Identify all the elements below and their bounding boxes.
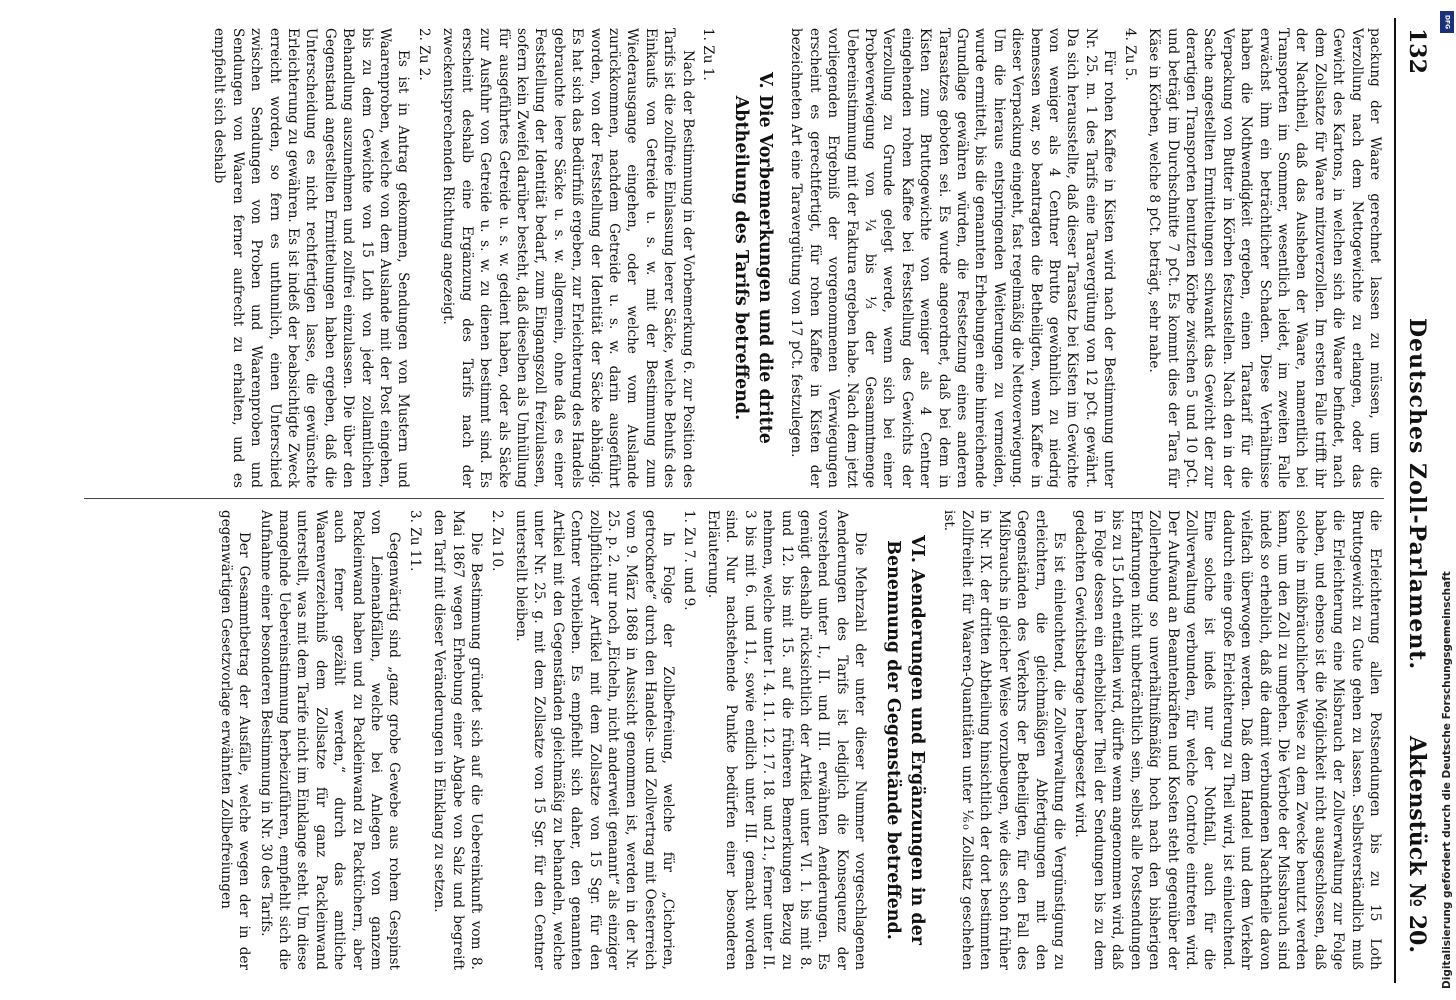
document-issue: Aktenstück № 20. (1404, 735, 1430, 953)
section-heading-v: V. Die Vorbemerkungen und die dritte Abtheilung des Tarifs betreffend. (731, 72, 775, 444)
column-divider (84, 498, 1384, 499)
paragraph: Der Gesammtbetrag der Ausfälle, welche wegen der in der gegenwärtigen Gesetzvorlage erwähnten Zollbefreiungen (217, 510, 253, 970)
digitization-credit: Digitalisierung gefördert durch die Deutsche Forschungsgemeinschaft (1441, 571, 1453, 989)
right-column (213, 510, 1384, 970)
scanned-page (64, 18, 1436, 983)
paragraph: Es ist in Antrag gekommen, Sendungen von Mustern und Waarenproben, welche von dem Auslande mit der Post eingehen, bis zu dem Gewichte von 15 Loth von jeder zollamtlichen Behandlung auszunehmen und zollfrei einzulassen. Die über den Gegenstand angestellten Ermittelungen haben ergeben, daß die Unterscheidung es nicht rechtfertigen lasse, die gewünschte Erleichterung zu gewähren. Es ist indeß der beabsichtigte Zweck erreicht worden, so fern es unthunlich, einen Unterschied zwischen Sendungen von Proben und Waarenproben und Sendungen von Waaren ferner aufrecht zu erhalten, und es empfiehlt sich deshalb (211, 28, 412, 488)
publication-title: Deutsches Zoll-Parlament. (1404, 318, 1430, 671)
paragraph: Die Mehrzahl der unter dieser Nummer vorgeschlagenen Aenderungen des Tarifs ist lediglich die Konsequenz der vorstehend unter I., II. und III. erwähnten Aenderungen. Es genügt deshalb rücksichtlich der Artikel unter VI. 1. bis mit 8. und 12. bis mit 15. auf die früheren Bemerkungen Bezug zu nehmen, welche unter I. 4. 11. 12. 17. 18. und 21., ferner unter II. 3 bis mit 6. und 11., sowie endlich unter III. gemacht worden sind. Nur nachstehende Punkte bedürfen einer besonderen Erläuterung. (705, 510, 869, 970)
item-label: 2. Zu 10. (488, 510, 505, 572)
paragraph: die Erleichterung allen Postsendungen bis zu 15 Loth Bruttogewicht zu Gute gehen zu lassen. Selbstverständlich muß die Erleichterung eine Misbrauch der Zollverwaltung zur Folge haben, und ebenso ist die Möglichkeit nicht ausgeschlossen, daß solche in mißbräuchlicher Weise zu dem Zwecke benutzt werden kann, um den Zoll zu umgehen. Die Verbote der Missbrauch sind indeß so erheblich, daß die damit verbundenen Nachtheile davon vielfach überwogen werden. Daß dem Handel und dem Verkehr dadurch eine große Erleichterung zu Theil wird, ist einleuchtend. Eine solche ist indeß nur der Nothfall, auch für die Zollverwaltung verbunden, für welche Controle eintreten wird. Der Aufwand an Beamtenkräften und Kosten steht gegenüber der Zollerhebung so unverhältnißmäßig hoch nach den bisherigen Erfahrungen nicht unbeträchtlich sein, selbst alle Postsendungen bis zu 15 Loth entfallen wird, dürfte wenn angenommen wird, daß in Folge dessen ein erheblicher Theil der Sendungen bis zu dem gedachten Gewichtsbetrage herabgesetzt wird. (1072, 510, 1383, 970)
section-heading-vi: VI. Aenderungen und Ergänzungen in der Benennung der Gegenstände betreffend. (883, 535, 928, 945)
item-label: 1. Zu 7. und 9. (680, 510, 697, 611)
item-label: 3. Zu 11. (406, 510, 423, 572)
digitization-sidebar (1438, 11, 1456, 989)
paragraph: Es ist einleuchtend, die Zollverwaltung die Vergünstigung zu erleichtern, die gleichmäßigen Abfertigungen mit den Gegenständen des Verkehrs der Betheiligten, für den Fall des Mißbrauchs in gleicher Weise vorzubeugen, wie dies schon früher in Nr. IX. der dritten Abtheilung hinsichtlich der dort bestimmten Zollfreiheit für Waaren-Quantitäten unter ⅙₀ Zollsatz geschehen ist. (940, 510, 1068, 970)
paragraph: Gegenwärtig sind „ganz grobe Gewebe aus rohem Gespinst von Leinenabfällen, welche bei Anlegen von ganzem Packleinwand haben und zu Packleinwand zu Packtüchern, aber auch ferner gezählt werden,“ durch das amtliche Waarenverzeichniß dem Zollsatze für ganz Packleinwand unterstellt, was mit dem Tarife nicht im Einklange steht. Um diese mangelnde Uebereinstimmung herbeizuführen, empfiehlt sich die Aufnahme einer besonderen Bestimmung in Nr. 30 des Tarifs. (257, 510, 403, 970)
paragraph: Für rohen Kaffee in Kisten wird nach der Bestimmung unter Nr. 25. m. 1 des Tarifs eine Taravergütung von 12 pCt. gewährt. Da sich herausstellte, daß dieser Tarasatz bei Kisten im Gewichte von weniger als 4 Centner Brutto gewöhnlich zu niedrig bemessen war, so beantragten die Betheiligten, wenn Kaffee in dieser Verpackung eingeht, fast regelmäßig die Nettoverwiegung. Um die hieraus entspringenden Weiterungen zu vermeiden, wurde ermittelt, bis die genannten Erhebungen eine hinreichende Grundlage gewähren würden, die Festsetzung eines anderen Tarasatzes geboten sei. Es wurde angeordnet, daß bei dem in Kisten zum Bruttogewichte von weniger als 4 Centner eingehenden rohen Kaffee bei Feststellung des Gewichts der Verzollung zu Grunde gelegt werde, wenn sich bei einer Probeverwiegung von ¼ bis ⅓ der Gesammtmenge Uebereinstimmung mit der Faktura ergeben habe. Nach dem jetzt vorliegenden Ergebniß der vorgenommenen Verwiegungen erscheint es gerechtfertigt, für rohen Kaffee in Kisten der bezeichneten Art eine Taravergütung von 17 pCt. festzulegen. (788, 28, 1118, 488)
item-label: 2. Zu 2. (415, 28, 432, 81)
paragraph: In Folge der Zollbefreiung, welche für „Cichorien, getrocknete“ durch den Handels- und Zollvertrag mit Oesterreich vom 9. März 1868 in Aussicht genommen ist, werden in der Nr. 25. p. 2. nur noch „Eicheln, nicht anderweit genannt“ als einziger zollpflichtiger Artikel mit dem Zollsatze von 15 Sgr. für den Centner verbleiben. Es empfiehlt sich daher, den genannten Artikel mit den Gegenständen gleichmäßig zu behandeln, welche unter Nr. 25. g. mit dem Zollsatze von 15 Sgr. für den Centner unterstellt bleiben. (512, 510, 677, 970)
paragraph: Die Bestimmung gründet sich auf die Uebereinkunft vom 8. Mai 1867 wegen Erhebung einer Abgabe von Salz und begreift den Tarif mit dieser Veränderungen in Einklang zu setzen. (431, 510, 485, 970)
left-column (207, 28, 1384, 488)
item-label: 4. Zu 5. (1121, 28, 1138, 81)
page-header (1396, 18, 1436, 983)
item-label: 1. Zu 1. (700, 28, 716, 81)
paragraph: packung der Waare gerechnet lassen zu müssen, um die Verzollung nach dem Nettogewichte zu erlangen, oder das Gewicht des Kartons, in welchen sich die Waare befindet, nach dem Zollsatze für Waare mitzuverzollen. Im ersten Falle trifft ihr der Nachtheil, daß das Ausheben der Waare, namentlich bei Transporten im Sommer, wesentlich leidet, im zweiten Falle erwächst ihm ein beträchtlicher Schaden. Diese Verhältnisse haben die Nothwendigkeit ergeben, einen Taratarif für die Verpackung von Butter in Körben festzustellen. Nach den in der Sache angestellten Ermittelungen schwankt das Gewicht der zur derartigen Transporten benutzten Körbe zwischen 5 und 10 pCt. und beträgt im Durchschnitte 7 pCt. Es kommt dies der Tara für Käse in Körben, welche 8 pCt. beträgt, sehr nahe. (1146, 28, 1383, 488)
page-number: 132 (1404, 28, 1430, 74)
header-rule (1394, 18, 1396, 983)
paragraph: Nach der Bestimmung in der Vorbemerkung 6. zur Position des Tarifs ist die zollfreie Einlassung leerer Säcke, welche Behufs des Einkaufs von Getreide u. s. w. mit der Bestimmung zum Wiederausgange eingehen, oder welche vom Auslande zurückkommen, nachdem Getreide u. s. w. darin ausgeführt worden, von der Feststellung der Identität der Säcke abhängig. Es hat sich das Bedürfniß ergeben, zur Erleichterung des Handels gebrauchte leere Säcke u. s. w. allgemein, ohne daß es einer Feststellung der Identität bedarf, zum Eingangszoll freizulassen, sofern kein Zweifel darüber besteht, daß dieselben als Umhüllung für ausgeführtes Getreide u. s. w. gedient haben, oder als Säcke zur Ausfuhr von Getreide u. s. w. zu dienen bestimmt sind. Es erscheint deshalb eine Ergänzung des Tarifs nach der zweckentsprechenden Richtung angezeigt. (440, 28, 696, 488)
dfg-logo-icon: DFG (1440, 11, 1454, 33)
